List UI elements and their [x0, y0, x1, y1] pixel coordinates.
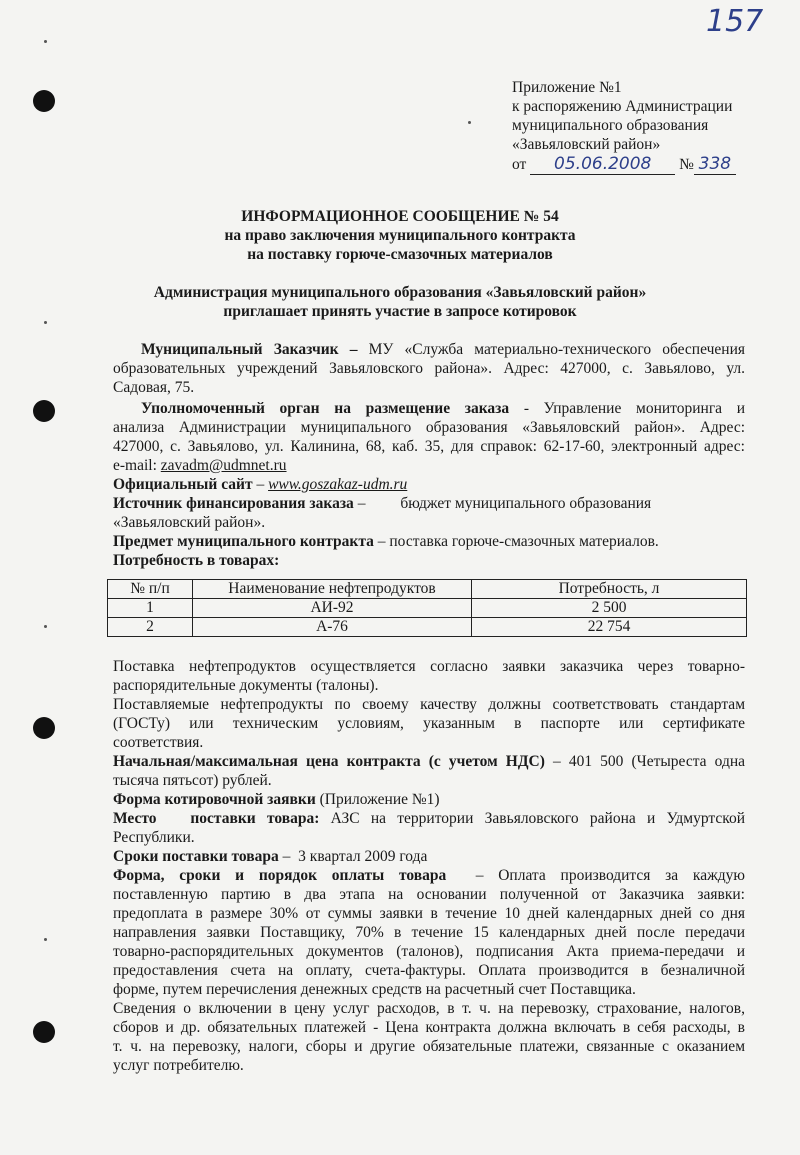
- place-line: Республики.: [113, 829, 195, 846]
- payment-line: направления заявки Поставщику, 70% в течение 15 календарных дней после передачи: [113, 924, 745, 941]
- table-header: Наименование нефтепродуктов: [193, 580, 472, 599]
- quality-line: Поставляемые нефтепродукты по своему качеству должны соответствовать стандартам: [113, 696, 745, 713]
- costs-line: услуг потребителю.: [113, 1057, 244, 1074]
- table-cell: 2 500: [472, 599, 747, 618]
- appendix-line: Приложение №1: [512, 79, 622, 96]
- payment-text: – Оплата производится за каждую: [446, 867, 746, 884]
- need-label-text: Потребность в товарах:: [113, 552, 280, 569]
- number-value: 338: [694, 155, 736, 175]
- table-header: Потребность, л: [472, 580, 747, 599]
- place-line: [113, 809, 745, 828]
- subject-label: Предмет муниципального контракта: [113, 533, 374, 550]
- punch-hole: [33, 717, 55, 739]
- invitation-line: приглашает принять участие в запросе котировок: [223, 303, 577, 320]
- authority-line: анализа Администрации муниципального образования «Завьяловский район». Адрес:: [113, 419, 745, 436]
- payment-line: предоставления счета на оплату, счета-фактуры. Оплата производится в безналичной: [113, 962, 745, 979]
- page-number: 157: [706, 4, 764, 39]
- form-text: (Приложение №1): [315, 791, 440, 808]
- number-prefix: №: [679, 156, 694, 173]
- table-header-row: [108, 580, 747, 599]
- form-label: Форма котировочной заявки: [113, 791, 316, 808]
- table-cell: 22 754: [472, 618, 747, 637]
- table-cell: А-76: [193, 618, 472, 637]
- authority-text: - Управление мониторинга и: [509, 400, 745, 417]
- authority-label: Уполномоченный орган на размещение заказа: [141, 400, 510, 417]
- funding-line: [113, 494, 745, 513]
- table-row: [108, 599, 747, 618]
- punch-hole: [33, 400, 55, 422]
- subject-line: [113, 532, 745, 551]
- terms-label: Сроки поставки товара: [113, 848, 279, 865]
- scan-speck: [44, 625, 47, 628]
- customer-line: образовательных учреждений Завьяловского района». Адрес: 427000, с. Завьялово, ул.: [113, 360, 745, 377]
- funding-line: «Завьяловский район».: [113, 514, 266, 531]
- table-row: [108, 618, 747, 637]
- price-line: тысяча пятьсот) рублей.: [113, 772, 272, 789]
- table-header: № п/п: [108, 580, 193, 599]
- punch-hole: [33, 90, 55, 112]
- customer-label: Муниципальный Заказчик –: [141, 341, 358, 358]
- terms-text: – 3 квартал 2009 года: [278, 848, 428, 865]
- customer-line: Садовая, 75.: [113, 379, 195, 396]
- document-subtitle: на право заключения муниципального контракта: [224, 227, 576, 244]
- scan-speck: [44, 938, 47, 941]
- quality-line: соответствия.: [113, 734, 204, 751]
- funding-text: – бюджет муниципального образования: [353, 495, 652, 512]
- funding-label: Источник финансирования заказа: [113, 495, 354, 512]
- needs-table: [107, 579, 747, 637]
- customer-line: [113, 340, 745, 359]
- site-label: Официальный сайт: [113, 476, 253, 493]
- email-link[interactable]: zavadm@udmnet.ru: [160, 457, 287, 474]
- table-cell: 1: [108, 599, 193, 618]
- price-line: [113, 752, 745, 771]
- invitation-line: Администрация муниципального образования «Завьяловский район»: [153, 284, 647, 301]
- appendix-line: к распоряжению Администрации: [512, 98, 733, 115]
- subject-text: – поставка горюче-смазочных материалов.: [373, 533, 659, 550]
- payment-line: форме, путем перечисления денежных средств на расчетный счет Поставщика.: [113, 981, 636, 998]
- site-link[interactable]: www.goszakaz-udm.ru: [268, 476, 408, 493]
- price-text: – 401 500 (Четыреста одна: [544, 753, 745, 770]
- appendix-line: муниципального образования: [512, 117, 709, 134]
- payment-line: [113, 866, 745, 885]
- payment-line: предоплата в размере 30% от суммы заявки в течение 10 дней календарных дней со дня: [113, 905, 745, 922]
- payment-line: поставленную партию в два этапа на основании полученной от Заказчика заявки:: [113, 886, 745, 903]
- email-prefix: e-mail:: [113, 457, 161, 474]
- table-cell: 2: [108, 618, 193, 637]
- costs-line: сборов и др. обязательных платежей - Цена контракта должна включать в себя расходы, в: [113, 1019, 745, 1036]
- price-label: Начальная/максимальная цена контракта (с учетом НДС): [113, 753, 545, 770]
- document-subtitle: на поставку горюче-смазочных материалов: [247, 246, 553, 263]
- payment-line: товарно-распорядительных документов (талонов), подписания Акта приема-передачи и: [113, 943, 745, 960]
- delivery-line: распорядительные документы (талоны).: [113, 677, 379, 694]
- place-text: АЗС на территории Завьяловского района и Удмуртской: [319, 810, 745, 827]
- official-site-line: [113, 475, 745, 494]
- site-separator: –: [252, 476, 269, 493]
- need-label: [113, 551, 745, 570]
- table-cell: АИ-92: [193, 599, 472, 618]
- appendix-date-line: [512, 155, 736, 175]
- date-value: 05.06.2008: [530, 155, 675, 175]
- place-label: Место поставки товара:: [113, 810, 320, 827]
- terms-line: [113, 847, 745, 866]
- appendix-line: «Завьяловский район»: [512, 136, 661, 153]
- scan-speck: [44, 321, 47, 324]
- document-title: ИНФОРМАЦИОННОЕ СООБЩЕНИЕ № 54: [241, 208, 559, 225]
- authority-line: [113, 399, 745, 418]
- authority-line: 427000, с. Завьялово, ул. Калинина, 68, каб. 35, для справок: 62-17-60, электронный адрес:: [113, 438, 745, 455]
- punch-hole: [33, 1021, 55, 1043]
- costs-line: т. ч. на перевозку, налоги, сборы и другие обязательные платежи, связанные с оказанием: [113, 1038, 745, 1055]
- costs-line: Сведения о включении в цену услуг расходов, в т. ч. на перевозку, страхование, налогов,: [113, 1000, 745, 1017]
- payment-label: Форма, сроки и порядок оплаты товара: [113, 867, 447, 884]
- customer-text: МУ «Служба материально-технического обеспечения: [357, 341, 745, 358]
- date-prefix: от: [512, 156, 527, 173]
- form-line: [113, 790, 745, 809]
- scan-speck: [44, 40, 47, 43]
- delivery-line: Поставка нефтепродуктов осуществляется согласно заявки заказчика через товарно-: [113, 658, 745, 675]
- authority-email-line: [113, 456, 745, 475]
- quality-line: (ГОСТу) или техническим условиям, указанным в паспорте или сертификате: [113, 715, 745, 732]
- appendix-block: [512, 78, 736, 175]
- scan-speck: [468, 121, 471, 124]
